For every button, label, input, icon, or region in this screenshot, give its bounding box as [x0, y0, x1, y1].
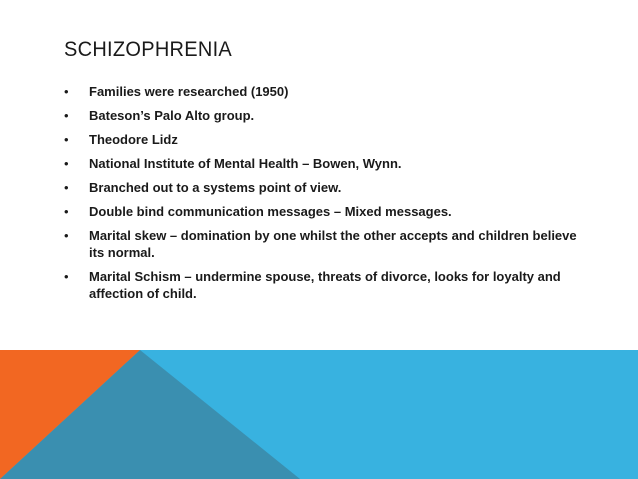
- bullet-item: [64, 107, 584, 124]
- bullet-item: [64, 268, 584, 302]
- bullet-text: Families were researched (1950): [89, 84, 289, 99]
- bullet-text: National Institute of Mental Health – Bowen, Wynn.: [89, 156, 402, 171]
- bullet-text: Marital skew – domination by one whilst the other accepts and children believe its normal.: [89, 228, 577, 260]
- bullet-dot: •: [64, 108, 69, 123]
- bullet-dot: •: [64, 204, 69, 219]
- bullet-text: Bateson’s Palo Alto group.: [89, 108, 255, 123]
- bullet-text: Branched out to a systems point of view.: [89, 180, 342, 195]
- bullet-item: [64, 203, 584, 220]
- bullet-item: [64, 227, 584, 261]
- bullet-dot: •: [64, 228, 69, 243]
- bullet-item: [64, 179, 584, 196]
- bullet-text: Marital Schism – undermine spouse, threats of divorce, looks for loyalty and affection of child.: [89, 269, 561, 301]
- bullet-item: [64, 155, 584, 172]
- bullet-dot: •: [64, 132, 69, 147]
- slide-title: SCHIZOPHRENIA: [64, 37, 233, 61]
- bullet-item: [64, 83, 584, 100]
- bullet-dot: •: [64, 180, 69, 195]
- decorative-footer-graphic: [0, 350, 638, 479]
- bullet-text: Double bind communication messages – Mixed messages.: [89, 204, 452, 219]
- bullet-text: Theodore Lidz: [89, 132, 178, 147]
- bullet-dot: •: [64, 269, 69, 284]
- bullet-item: [64, 131, 584, 148]
- bullet-list: [64, 83, 584, 309]
- bullet-dot: •: [64, 84, 69, 99]
- bullet-dot: •: [64, 156, 69, 171]
